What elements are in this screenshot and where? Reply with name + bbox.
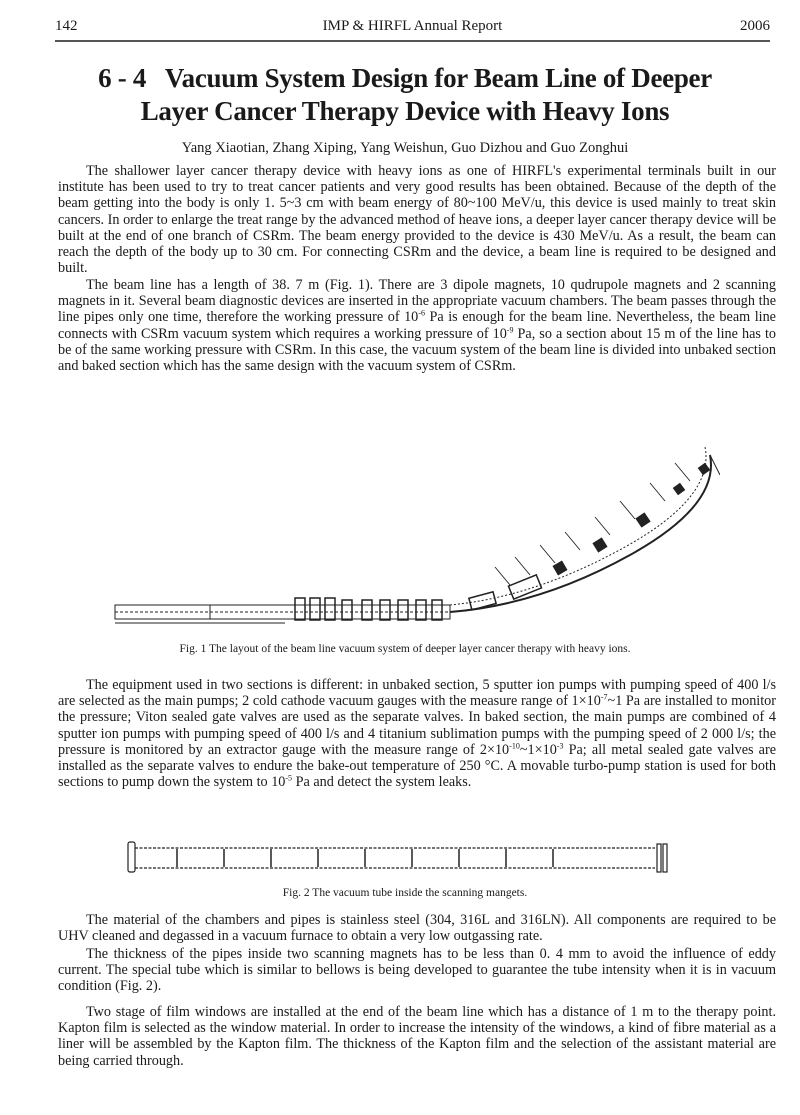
paragraph-pipe-thickness <box>58 946 776 995</box>
running-header <box>55 14 770 42</box>
exponent: -3 <box>556 741 564 751</box>
paragraph-text: Pa and detect the system leaks. <box>292 774 472 791</box>
tube-flange-left <box>128 842 135 872</box>
title-line-2: Layer Cancer Therapy Device with Heavy Ions <box>140 96 670 126</box>
paragraph-text: Pa; all metal sealed gate valves are installed as the separate valves to endure the bake-out temperature of 250 °C. A movable turbo-pump station is used for both sections to pump down the system to 10 <box>58 741 776 791</box>
paragraph-text: The equipment used in two sections is different: in unbaked section, 5 sputter ion pumps with pumping speed of 400 l/s are selected as the main pumps; 2 cold cathode vacuum gauges with the measure range of 1×10 <box>58 677 776 710</box>
author-list: Yang Xiaotian, Zhang Xiping, Yang Weishun, Guo Dizhou and Guo Zonghui <box>181 140 629 156</box>
paragraph-beam-line <box>58 277 776 374</box>
beam-line-curve <box>450 455 711 612</box>
exponent: -9 <box>506 324 514 334</box>
report-year: 2006 <box>740 18 770 34</box>
figure-1-caption: Fig. 1 The layout of the beam line vacuum system of deeper layer cancer therapy with heavy ions. <box>179 643 631 655</box>
paragraph-text: Pa is enough for the beam line. Nevertheless, the beam line connects with CSRm vacuum system which requires a working pressure of 10 <box>58 309 776 342</box>
magnets <box>469 463 710 609</box>
paragraph-text: The material of the chambers and pipes is stainless steel (304, 316L and 316LN). All components are required to be UHV cleaned and degassed in a vacuum furnace to obtain a very low outgassing rate. <box>58 912 776 945</box>
paragraph-text: ~1 Pa are installed to monitor the pressure; Viton sealed gate valves are used as the separate valves. In baked section, the main pumps are combined of 4 sputter ion pumps with pumping speed of 400 l/s and 4 titanium sublimation pumps with the pumping speed of 2 000 l/s; the pressure is monitored by an extractor gauge with the measure range of 2×10 <box>58 693 776 758</box>
exponent: -5 <box>285 773 293 783</box>
paragraph-text: Pa, so a section about 15 m of the line has to be of the same working pressure with CSRm. In this case, the vacuum system of the beam line is divided into unbaked section and baked section which has the same design with the vacuum system of CSRm. <box>58 325 776 375</box>
paragraph-equipment <box>58 677 776 790</box>
exponent: -7 <box>600 692 608 702</box>
paragraph-text: ~1×10 <box>519 741 557 758</box>
figure-2-caption: Fig. 2 The vacuum tube inside the scanning mangets. <box>282 887 528 899</box>
figure-2-vacuum-tube <box>125 838 670 876</box>
vacuum-chambers <box>295 598 442 620</box>
paragraph-text: Two stage of film windows are installed at the end of the beam line which has a distance of 1 m to the therapy point. Kapton film is selected as the window material. In order to increase the intensity of the windows, a kind of fibre material as a liner will be assembled by the Kapton film. The thickness of the Kapton film and the selection of the assistant material are being carried through. <box>58 1004 776 1069</box>
paragraph-film-windows <box>58 1004 776 1069</box>
paragraph-text: The thickness of the pipes inside two scanning magnets has to be less than 0. 4 mm to avoid the influence of eddy current. The special tube which is similar to bellows is being developed to guarantee the tube intensity when it is in vacuum condition (Fig. 2). <box>58 946 776 995</box>
paragraph-text: The beam line has a length of 38. 7 m (Fig. 1). There are 3 dipole magnets, 10 qudrupole magnets and 2 scanning magnets in it. Several beam diagnostic devices are inserted in the appropriate vacuum chambers. The beam passes through the line pipes only one time, therefore the working pressure of 10 <box>58 277 776 326</box>
exponent: -6 <box>418 308 425 318</box>
tube-flange-right <box>657 844 661 872</box>
journal-title: IMP & HIRFL Annual Report <box>322 18 503 34</box>
page-number: 142 <box>55 18 78 34</box>
article-title <box>40 62 770 128</box>
figure-1-beam-line-layout <box>110 435 720 635</box>
exponent: -10 <box>509 741 520 751</box>
paragraph-intro <box>58 163 776 276</box>
paragraph-material <box>58 912 776 944</box>
title-line-1: 6 - 4 Vacuum System Design for Beam Line of Deeper <box>98 63 712 93</box>
bellows-ribs <box>177 849 553 867</box>
paragraph-text: The shallower layer cancer therapy device with heavy ions as one of HIRFL's experimental terminals built in our institute has been used to try to treat cancer patients and very good results has been obtained. Because of the depth of the beam getting into the body is only 1. 5~3 cm with beam energy of 80~100 MeV/u, this device is used mainly to treat skin cancers. In order to enlarge the treat range by the advanced method of heave ions, a deeper layer cancer therapy device will be built at the end of one branch of CSRm. The beam energy provided to the device is 430 MeV/u. As a result, the beam can reach the depth of the body up to 30 cm. For connecting CSRm and the device, a beam line is required to be designed and built. <box>58 163 776 277</box>
